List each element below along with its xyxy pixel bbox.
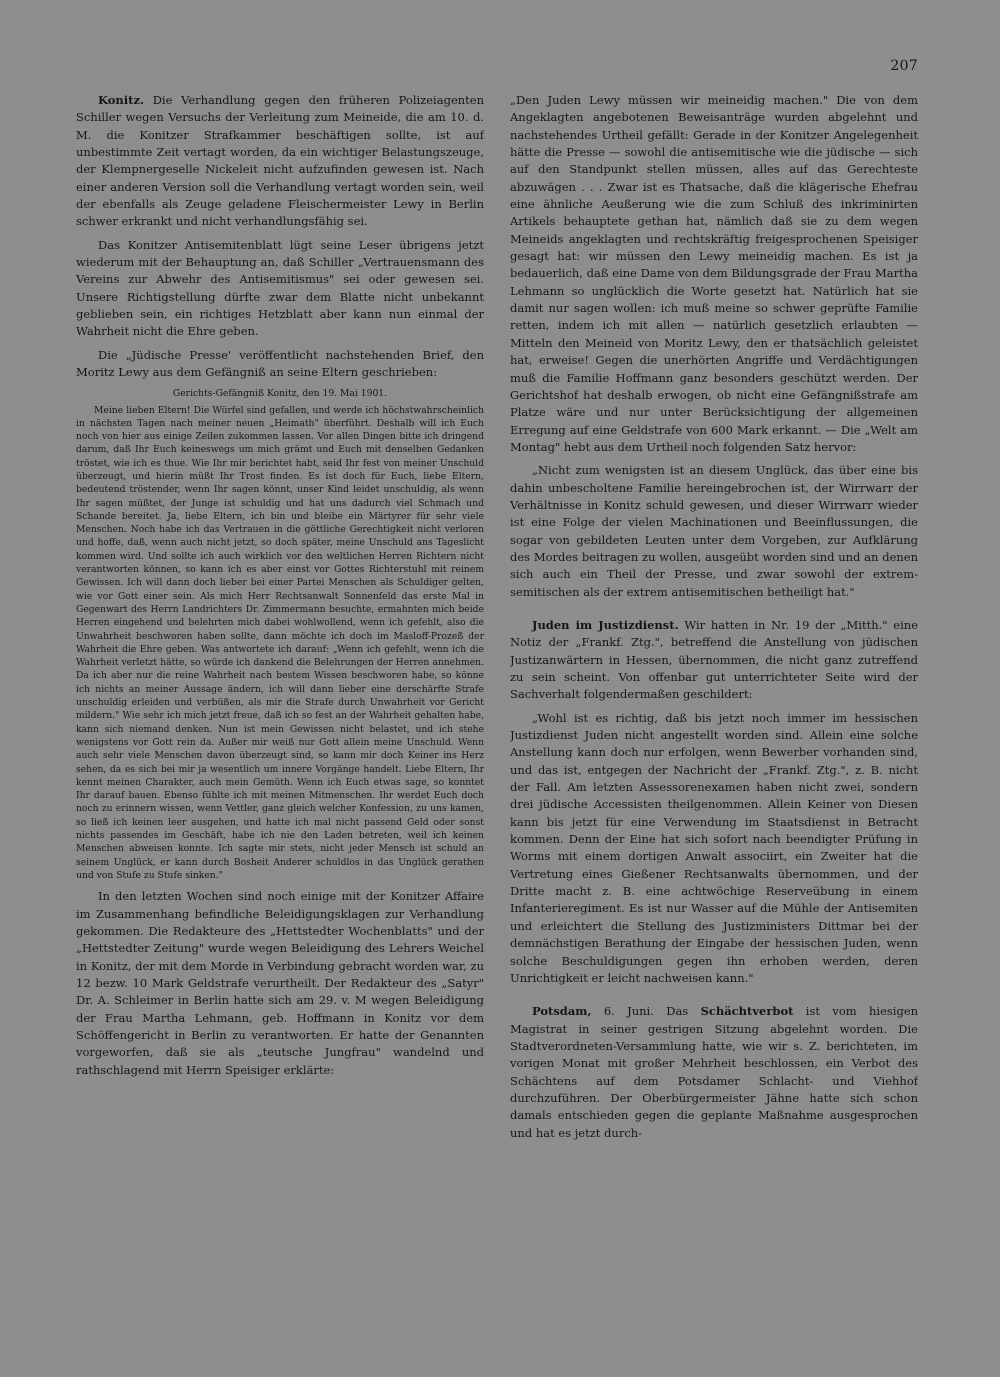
left-column xyxy=(76,92,484,1282)
potsdam-paragraph: ist vom hiesigen Magistrat in seiner gestrigen Sitzung abgelehnt worden. Die Stadtverordneten-Versammlung hatte, wie wir s. Z. berichteten, im vorigen Monat mit großer Mehrheit beschlossen, ein Verbot des Schächtens auf dem Potsdamer Schlacht- und Viehhof durchzuführen. Der Oberbürgermeister Jähne hatte sich schon damals entschieden gegen die geplante Maßnahme ausgesprochen und hat es jetzt durch- xyxy=(510,1004,918,1140)
potsdam-article xyxy=(510,1003,918,1142)
potsdam-intro: Das xyxy=(666,1004,689,1019)
potsdam-date: 6. Juni. xyxy=(603,1004,654,1019)
letter-intro-paragraph: Die „Jüdische Presse' veröffentlicht nachstehenden Brief, den Moritz Lewy aus dem Gefängniß an seine Eltern geschrieben: xyxy=(76,347,484,380)
konitz-paragraph-1: Die Verhandlung gegen den früheren Polizeiagenten Schiller wegen Versuchs der Verleitung zum Meineide, die am 10. d. M. die Konitzer Strafkammer beschäftigen sollte, ist auf unbestimmte Zeit vertagt worden, da ein wichtiger Belastungszeuge, der Klempnergeselle Nickeleit nicht aufzufinden gewesen ist. Nach einer anderen Version soll die Verhandlung vertagt worden sein, weil der ebenfalls als Zeuge geladene Fleischermeister Lewy in Berlin schwer erkrankt und nicht verhandlungsfähig sei. xyxy=(76,93,484,229)
letter-header: Gerichts-Gefängniß Konitz, den 19. Mai 1901. xyxy=(172,387,388,399)
beleidigungsklagen-paragraph: In den letzten Wochen sind noch einige mit der Konitzer Affaire im Zusammenhang befindliche Beleidigungsklagen zur Verhandlung gekommen. Die Redakteure des „Hettstedter Wochenblatts" und der „Hettstedter Zeitung" wurde wegen Beleidigung des Lehrers Weichel in Konitz, der mit dem Morde in Verbindung gebracht worden war, zu 12 bezw. 10 Mark Geldstrafe verurtheilt. Der Redakteur des „Satyr" Dr. A. Schleimer in Berlin hatte sich am 29. v. M wegen Beleidigung der Frau Martha Lehmann, geb. Hoffmann in Konitz vor dem Schöffengericht in Berlin zu verantworten. Er hatte der Genannten vorgeworfen, daß sie als „teutsche Jungfrau" wandelnd und rathschlagend mit Herrn Speisiger erklärte: xyxy=(76,889,484,1077)
juden-im-justizdienst-article xyxy=(510,617,918,704)
konitz-heading: Konitz. xyxy=(98,93,144,107)
potsdam-heading: Potsdam, xyxy=(532,1004,592,1019)
antisemitenblatt-paragraph: Das Konitzer Antisemitenblatt lügt seine Leser übrigens jetzt wiederum mit der Behauptung an, daß Schiller „Vertrauensmann des Vereins zur Abwehr des Antisemitismus" sei oder gewesen sei. Unsere Richtigstellung dürfte zwar dem Blatte nicht unbekannt geblieben sein, ein richtiges Hetzblatt aber kann nun einmal der Wahrheit nicht die Ehre geben. xyxy=(76,237,484,339)
page-number: 207 xyxy=(890,58,918,74)
schaechtverbot-keyword: Schächtverbot xyxy=(700,1004,794,1019)
welt-am-montag-quote: „Nicht zum wenigsten ist an diesem Unglück, das über eine bis dahin unbescholtene Familie hereingebrochen ist, der Wirrwarr der Verhältnisse in Konitz schuld gewesen, und dieser Wirrwarr wieder ist eine Folge der vielen Machinationen und Beeinflussungen, die sogar von gebildeten Leuten unter dem Vorgeben, zur Aufklärung des Mordes beitragen zu wollen, ausgeübt worden sind und an denen sich auch ein Theil der Presse, und zwar sowohl der extrem-semitischen als der extrem antisemitischen betheiligt hat." xyxy=(510,463,918,599)
juden-paragraph-1: Wir hatten in Nr. 19 der „Mitth." eine Notiz der „Frankf. Ztg.", betreffend die Anstellung von jüdischen Justizanwärtern in Hessen, übernommen, die nicht ganz zutreffend zu sein scheint. Von offenbar gut unterrichteter Seite wird der Sachverhalt folgendermaßen geschildert: xyxy=(510,617,918,702)
juden-heading: Juden im Justizdienst. xyxy=(532,617,679,632)
konitz-article xyxy=(76,92,484,231)
right-column xyxy=(510,92,918,1282)
justiz-quote: „Wohl ist es richtig, daß bis jetzt noch immer im hessischen Justizdienst Juden nicht angestellt worden sind. Allein eine solche Anstellung kann doch nur erfolgen, wenn Bewerber vorhanden sind, und das ist, entgegen der Nachricht der „Frankf. Ztg.", z. B. nicht der Fall. Am letzten Assessorenexamen haben nicht zwei, sondern drei jüdische Accessisten theilgenommen. Allein Keiner von Diesen kann bis jetzt für eine Verwendung im Staatsdienst in Betracht kommen. Denn der Eine hat sich sofort nach beendigter Prüfung in Worms mit einem dortigen Anwalt associirt, ein Zweiter hat die Vertretung eines Gießener Rechtsanwalts übernommen, und der Dritte macht z. B. eine achtwöchige Reserveübung in einem Infanterieregiment. Es ist nur Wasser auf die Mühle der Antisemiten und erleichtert die Stellung des Justizministers Dittmar bei der demnächstigen Berathung der Eingabe der hessischen Juden, wenn solche Beschuldigungen gegen ihn erhoben werden, deren Unrichtigkeit er leicht nachweisen kann." xyxy=(510,710,918,985)
urteil-paragraph: „Den Juden Lewy müssen wir meineidig machen." Die von dem Angeklagten angebotenen Beweisanträge wurden abgelehnt und nachstehendes Urtheil gefällt: Gerade in der Konitzer Angelegenheit hätte die Presse — sowohl die antisemitische wie die jüdische — sich auf den Standpunkt stellen müssen, alles auf das Gerechteste abzuwägen . . . Zwar ist es Thatsache, daß die klägerische Ehefrau eine ähnliche Aeußerung wie die zum Schluß des inkriminirten Artikels behauptete gethan hat, nämlich daß sie zu dem wegen Meineids angeklagten und rechtskräftig freigesprochenen Speisiger gesagt hat: wir müssen den Lewy meineidig machen. Es ist ja bedauerlich, daß eine Dame von dem Bildungsgrade der Frau Martha Lehmann so unglücklich die Worte gesetzt hat. Natürlich hat sie damit nur sagen wollen: ich muß meine so schwer geprüfte Familie retten, indem ich mit allen — natürlich gesetzlich erlaubten — Mitteln den Meineid von Moritz Lewy, den er thatsächlich geleistet hat, erweise! Gegen die unerhörten Angriffe und Verdächtigungen muß die Familie Hoffmann ganz besonders geschützt werden. Der Gerichtshof hat deshalb erwogen, ob nicht eine Gefängnißstrafe am Platze wäre und nur unter Berücksichtigung der allgemeinen Erregung auf eine Geldstrafe von 600 Mark erkannt. — Die „Welt am Montag" hebt aus dem Urtheil noch folgenden Satz hervor: xyxy=(510,93,918,454)
letter-body: Meine lieben Eltern! Die Würfel sind gefallen, und werde ich höchstwahrscheinlich in nächsten Tagen nach meiner neuen „Heimath" überführt. Deshalb will ich Euch noch von hier aus einige Zeilen zukommen lassen. Vor allen Dingen bitte ich dringend darum, daß Ihr Euch keineswegs um mich grämt und Euch mit denselben Gedanken tröstet, wie ich es thue. Wie Ihr mir berichtet habt, seid Ihr fest von meiner Unschuld überzeugt, und hierin müßt Ihr Trost finden. Es ist doch für Euch, liebe Eltern, bedeutend tröstender, wenn Ihr sagen könnt, unser Kind leidet unschuldig, als wenn Ihr sagen müßtet, der Junge ist schuldig und hat uns dadurch viel Schmach und Schande bereitet. Ja, liebe Eltern, ich bin und bleibe ein Märtyrer für sehr viele Menschen. Noch habe ich das Vertrauen in die göttliche Gerechtigkeit nicht verloren und hoffe, daß, wenn auch nicht jetzt, so doch später, meine Unschuld ans Tageslicht kommen wird. Und sollte ich auch wirklich vor den weltlichen Herren Richtern nicht verantworten können, so kann ich es aber einst vor Gottes Richterstuhl mit reinem Gewissen. Ich will dann doch lieber bei einer Partei Menschen als Schuldiger gelten, wie vor Gott einer sein. Als mich Herr Rechtsanwalt Sonnenfeld das erste Mal in Gegenwart des Herrn Landrichters Dr. Zimmermann besuchte, ermahnten mich beide Herren eingehend und belehrten mich dabei wohlwollend, wenn ich gefehlt, also die Unwahrheit beschworen haben sollte, dann möchte ich doch im Masloff-Prozeß der Wahrheit die Ehre geben. Was antwortete ich darauf: „Wenn ich gefehlt, wenn ich die Wahrheit verletzt hätte, so würde ich dankend die Belehrungen der Herren annehmen. Da ich aber nur die reine Wahrheit nach bestem Wissen beschworen habe, so könne ich nichts an meiner Aussage ändern, ich will dann lieber eine derschärfte Strafe unschuldig erleiden und verbüßen, als mir die Strafe durch Unwahrheit vor Gericht mildern." Wie sehr ich mich jetzt freue, daß ich so fest an der Wahrheit gehalten habe, kann sich niemand denken. Nun ist mein Gewissen nicht belastet, und ich stehe wenigstens vor Gott rein da. Außer mir weiß nur Gott allein meine Unschuld. Wenn auch sehr viele Menschen davon überzeugt sind, so kann mir doch Keiner ins Herz sehen, da es sich bei mir ja wesentlich um innere Vorgänge handelt. Liebe Eltern, Ihr kennt meinen Charakter, auch mein Gemüth. Wenn ich Euch etwas sage, so konntet Ihr darauf bauen. Ebenso fühlte ich mit meinen Mitmenschen. Ihr werdet Euch doch noch zu erinnern wissen, wenn Vettler, ganz gleich welcher Konfession, zu uns kamen, so ließ ich keinen leer ausgehen, und hatte ich mal nicht passend Geld oder sonst nichts passendes im Geschäft, habe ich nie den Laden betreten, weil ich keinen Menschen abweisen konnte. Ich sagte mir stets, nicht jeder Mensch ist schuld an seinem Unglück, er kann durch Bosheit Anderer schuldlos in das Unglück gerathen und von Stufe zu Stufe sinken." xyxy=(76,404,484,881)
